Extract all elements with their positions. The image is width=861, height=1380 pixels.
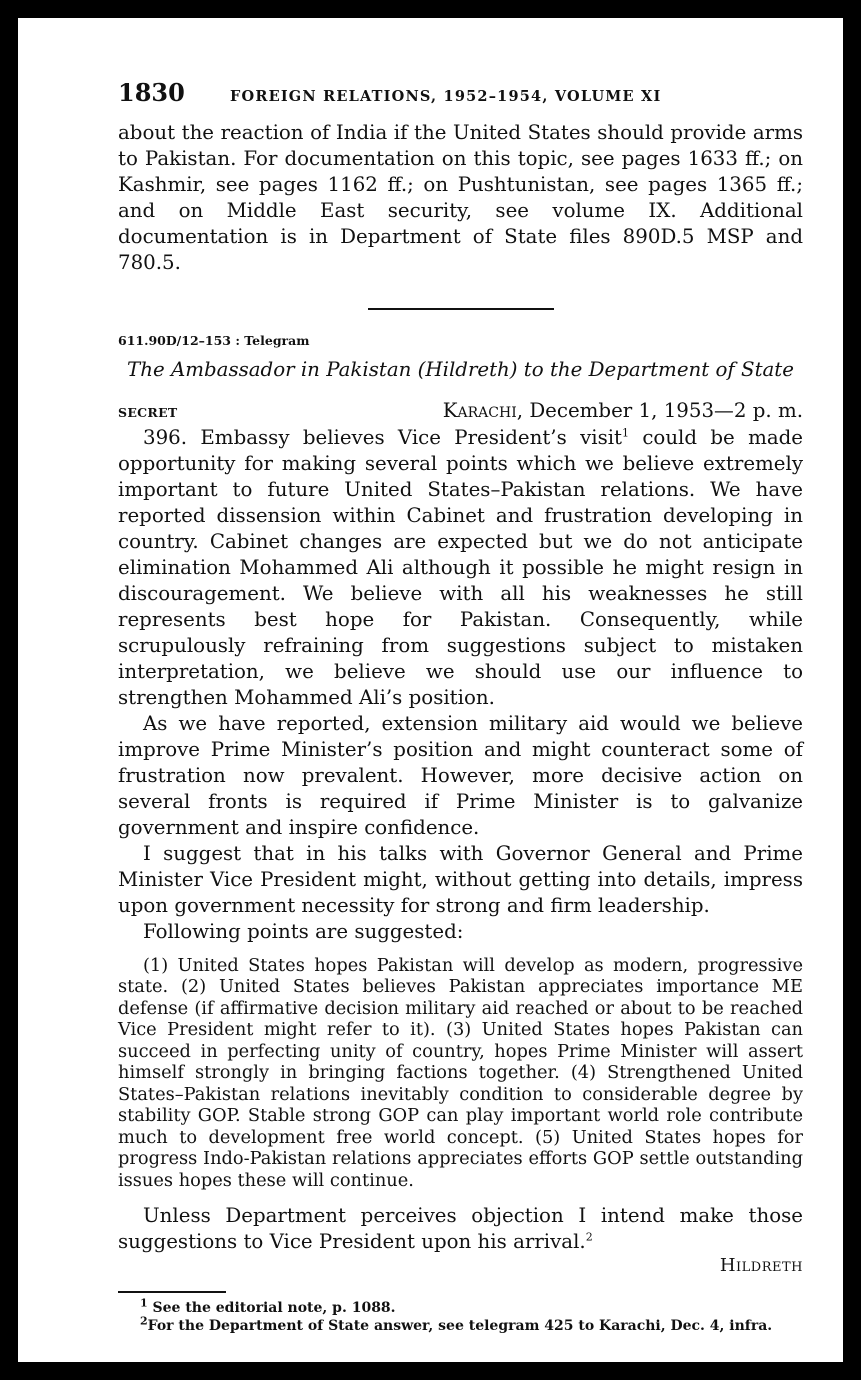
paragraph-5-text: Unless Department perceives objection I intend make those suggestions to Vice President upon his arrival. <box>118 1204 803 1253</box>
paragraph-1-rest: could be made opportunity for making several points which we believe extremely important to future United States–Pakistan relations. We have reported dissension within Cabinet and frustration developing in country. Cabinet changes are expected but we do not anticipate elimination Mohammed Ali although it possible he might resign in discouragement. We believe with all his weaknesses he still represents best hope for Pakistan. Consequently, while scrupulously refraining from suggestions subject to mistaken interpretation, we believe we should use our influence to strengthen Mohammed Ali’s position. <box>118 425 803 709</box>
dateline <box>443 399 803 422</box>
document-title: The Ambassador in Pakistan (Hildreth) to the Department of State <box>127 357 794 381</box>
footnote-1-mark: 1 <box>140 1295 148 1309</box>
footnote-2-text: For the Department of State answer, see telegram 425 to Karachi, Dec. 4, infra. <box>147 1317 773 1334</box>
file-reference: 611.90D/12–153 : Telegram <box>118 332 310 348</box>
telegram-paragraph-5 <box>118 1203 803 1255</box>
footnote-ref-2: 2 <box>585 1230 593 1244</box>
footnote-2-mark: 2 <box>140 1313 148 1327</box>
dateline-place: Karachi <box>442 398 517 422</box>
dateline-row <box>118 399 803 425</box>
running-head <box>118 78 803 120</box>
signature-row <box>118 1255 803 1281</box>
dateline-date: , December 1, 1953—2 p. m. <box>516 398 803 422</box>
footnote-ref-1: 1 <box>622 425 629 439</box>
telegram-paragraph-2: As we have reported, extension military aid would we believe improve Prime Minister’s position and might counteract some of frustration now prevalent. However, more decisive action on several fronts is required if Prime Minister is to galvanize government and inspire confidence. <box>118 711 803 839</box>
telegram-paragraph-1 <box>118 425 803 711</box>
page-number: 1830 <box>118 78 185 107</box>
page-content <box>118 78 803 1335</box>
suggested-points-block: (1) United States hopes Pakistan will develop as modern, progressive state. (2) United States believes Pakistan appreciates importance ME defense (if affirmative decision military aid reached or about to be reached Vice President might refer to it). (3) United States hopes Pakistan can succeed in perfecting unity of country, hopes Prime Minister will assert himself strongly in bringing factions together. (4) Strengthened United States–Pakistan relations inevitably condition to considerable degree by stability GOP. Stable strong GOP can play important world role contribute much to development free world concept. (5) United States hopes for progress Indo-Pakistan relations appreciates efforts GOP settle outstanding issues hopes these will continue. <box>118 954 803 1191</box>
telegram-paragraph-3: I suggest that in his talks with Governor General and Prime Minister Vice President might, without getting into details, impress upon government necessity for strong and firm leadership. <box>118 841 803 917</box>
intro-paragraph: about the reaction of India if the United States should provide arms to Pakistan. For documentation on this topic, see pages 1633 ff.; on Kashmir, see pages 1162 ff.; on Pushtunistan, see pages 1365 ff.; and on Middle East security, see volume IX. Additional documentation is in Department of State files 890D.5 MSP and 780.5. <box>118 121 803 274</box>
document-page <box>18 18 843 1362</box>
running-title: FOREIGN RELATIONS, 1952–1954, VOLUME XI <box>230 88 662 105</box>
footnote-2 <box>118 1313 803 1335</box>
telegram-paragraph-4: Following points are suggested: <box>143 919 464 943</box>
paragraph-1-lead: 396. Embassy believes Vice President’s visit <box>143 425 622 449</box>
classification-label: SECRET <box>118 404 178 420</box>
section-divider <box>368 308 554 310</box>
footnote-1 <box>118 1295 803 1317</box>
footnote-1-text: See the editorial note, p. 1088. <box>147 1299 396 1316</box>
signature: Hildreth <box>719 1255 803 1276</box>
footnote-divider <box>118 1291 226 1293</box>
